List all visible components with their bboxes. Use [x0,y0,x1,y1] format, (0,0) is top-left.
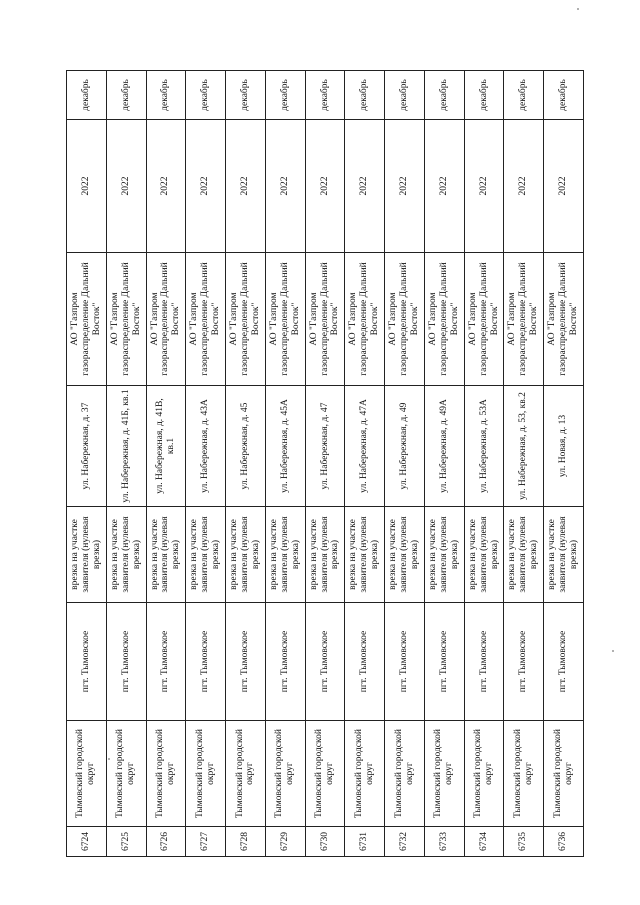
year-cell: 2022 [385,120,425,253]
table-row [544,71,584,857]
row-number-cell: 6735 [504,827,544,857]
organization-cell: АО "Газпром газораспределение Дальний Восток" [544,253,584,386]
row-number-cell: 6731 [345,827,385,857]
organization-cell: АО "Газпром газораспределение Дальний Восток" [186,253,226,386]
settlement-cell: пгт. Тымовское [106,603,146,721]
year-cell: 2022 [464,120,504,253]
month-cell: декабрь [464,71,504,120]
row-number-cell: 6733 [424,827,464,857]
table-row [106,71,146,857]
month-cell: декабрь [265,71,305,120]
address-cell: ул. Набережная, д. 45 [226,386,266,507]
address-cell: ул. Набережная, д. 41В, кв.1 [146,386,186,507]
year-cell: 2022 [186,120,226,253]
address-cell: ул. Набережная, д. 47А [345,386,385,507]
organization-cell: АО "Газпром газораспределение Дальний Восток" [424,253,464,386]
table-row [305,71,345,857]
connection-type-cell: врезка на участке заявителя (нулевая врезка) [544,507,584,603]
district-cell: Тымовский городской округ [146,721,186,827]
address-cell: ул. Набережная, д. 53, кв.2 [504,386,544,507]
year-cell: 2022 [106,120,146,253]
organization-cell: АО "Газпром газораспределение Дальний Восток" [385,253,425,386]
row-number-cell: 6729 [265,827,305,857]
connection-type-cell: врезка на участке заявителя (нулевая врезка) [186,507,226,603]
district-cell: Тымовский городской округ [345,721,385,827]
row-number-cell: 6732 [385,827,425,857]
table-row [424,71,464,857]
scan-speck [577,8,579,10]
connection-type-cell: врезка на участке заявителя (нулевая врезка) [305,507,345,603]
address-cell: ул. Новая, д. 13 [544,386,584,507]
organization-cell: АО "Газпром газораспределение Дальний Восток" [305,253,345,386]
year-cell: 2022 [544,120,584,253]
settlement-cell: пгт. Тымовское [385,603,425,721]
year-cell: 2022 [305,120,345,253]
rotated-table-wrapper [66,71,584,857]
address-cell: ул. Набережная, д. 49 [385,386,425,507]
table-row [67,71,107,857]
district-cell: Тымовский городской округ [464,721,504,827]
organization-cell: АО "Газпром газораспределение Дальний Восток" [106,253,146,386]
settlement-cell: пгт. Тымовское [146,603,186,721]
year-cell: 2022 [67,120,107,253]
organization-cell: АО "Газпром газораспределение Дальний Восток" [504,253,544,386]
organization-cell: АО "Газпром газораспределение Дальний Восток" [464,253,504,386]
organization-cell: АО "Газпром газораспределение Дальний Восток" [265,253,305,386]
year-cell: 2022 [504,120,544,253]
gasification-registry-table [66,70,584,857]
settlement-cell: пгт. Тымовское [504,603,544,721]
month-cell: декабрь [385,71,425,120]
table-row [385,71,425,857]
settlement-cell: пгт. Тымовское [464,603,504,721]
settlement-cell: пгт. Тымовское [226,603,266,721]
address-cell: ул. Набережная, д. 37 [67,386,107,507]
district-cell: Тымовский городской округ [265,721,305,827]
district-cell: Тымовский городской округ [186,721,226,827]
settlement-cell: пгт. Тымовское [305,603,345,721]
row-number-cell: 6725 [106,827,146,857]
organization-cell: АО "Газпром газораспределение Дальний Восток" [67,253,107,386]
year-cell: 2022 [265,120,305,253]
month-cell: декабрь [305,71,345,120]
district-cell: Тымовский городской округ [385,721,425,827]
table-row [265,71,305,857]
connection-type-cell: врезка на участке заявителя (нулевая врезка) [67,507,107,603]
table-row [146,71,186,857]
table-row [345,71,385,857]
address-cell: ул. Набережная, д. 45А [265,386,305,507]
connection-type-cell: врезка на участке заявителя (нулевая врезка) [345,507,385,603]
organization-cell: АО "Газпром газораспределение Дальний Восток" [345,253,385,386]
year-cell: 2022 [345,120,385,253]
district-cell: Тымовский городской округ [305,721,345,827]
table-body [67,71,584,857]
row-number-cell: 6736 [544,827,584,857]
month-cell: декабрь [504,71,544,120]
month-cell: декабрь [146,71,186,120]
month-cell: декабрь [67,71,107,120]
connection-type-cell: врезка на участке заявителя (нулевая врезка) [424,507,464,603]
scan-speck [612,650,614,652]
table-row [504,71,544,857]
row-number-cell: 6728 [226,827,266,857]
district-cell: Тымовский городской округ [544,721,584,827]
district-cell: Тымовский городской округ [226,721,266,827]
connection-type-cell: врезка на участке заявителя (нулевая врезка) [226,507,266,603]
connection-type-cell: врезка на участке заявителя (нулевая врезка) [106,507,146,603]
organization-cell: АО "Газпром газораспределение Дальний Восток" [146,253,186,386]
settlement-cell: пгт. Тымовское [544,603,584,721]
address-cell: ул. Набережная, д. 47 [305,386,345,507]
connection-type-cell: врезка на участке заявителя (нулевая врезка) [146,507,186,603]
connection-type-cell: врезка на участке заявителя (нулевая врезка) [504,507,544,603]
row-number-cell: 6730 [305,827,345,857]
settlement-cell: пгт. Тымовское [67,603,107,721]
connection-type-cell: врезка на участке заявителя (нулевая врезка) [464,507,504,603]
connection-type-cell: врезка на участке заявителя (нулевая врезка) [385,507,425,603]
settlement-cell: пгт. Тымовское [345,603,385,721]
address-cell: ул. Набережная, д. 43А [186,386,226,507]
month-cell: декабрь [345,71,385,120]
district-cell: Тымовский городской округ [67,721,107,827]
year-cell: 2022 [146,120,186,253]
row-number-cell: 6727 [186,827,226,857]
year-cell: 2022 [226,120,266,253]
address-cell: ул. Набережная, д. 41Б, кв.1 [106,386,146,507]
row-number-cell: 6724 [67,827,107,857]
settlement-cell: пгт. Тымовское [424,603,464,721]
month-cell: декабрь [186,71,226,120]
month-cell: декабрь [226,71,266,120]
connection-type-cell: врезка на участке заявителя (нулевая врезка) [265,507,305,603]
settlement-cell: пгт. Тымовское [186,603,226,721]
month-cell: декабрь [424,71,464,120]
table-row [464,71,504,857]
address-cell: ул. Набережная, д. 49А [424,386,464,507]
month-cell: декабрь [544,71,584,120]
month-cell: декабрь [106,71,146,120]
district-cell: Тымовский городской округ [106,721,146,827]
settlement-cell: пгт. Тымовское [265,603,305,721]
organization-cell: АО "Газпром газораспределение Дальний Восток" [226,253,266,386]
table-row [226,71,266,857]
table-row [186,71,226,857]
row-number-cell: 6726 [146,827,186,857]
row-number-cell: 6734 [464,827,504,857]
address-cell: ул. Набережная, д. 53А [464,386,504,507]
district-cell: Тымовский городской округ [504,721,544,827]
year-cell: 2022 [424,120,464,253]
district-cell: Тымовский городской округ [424,721,464,827]
